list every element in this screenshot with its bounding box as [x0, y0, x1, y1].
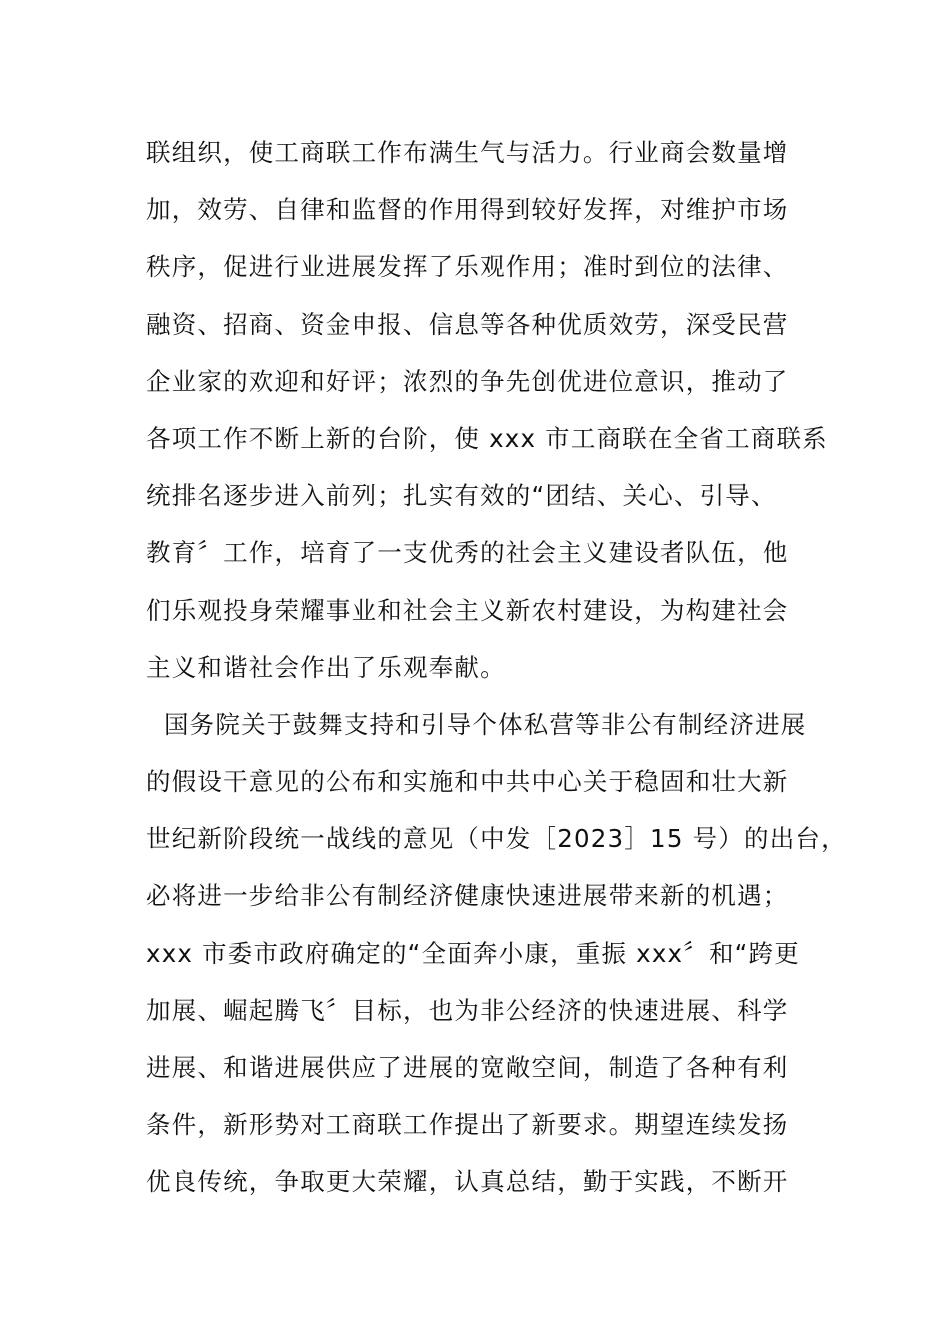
text-line: 必将进一步给非公有制经济健康快速进展带来新的机遇； [146, 881, 789, 911]
text-line: 主义和谐社会作出了乐观奉献。 [146, 652, 506, 682]
text-line: 国务院关于鼓舞支持和引导个体私营等非公有制经济进展 [146, 709, 807, 739]
text-line: 教育〞工作，培育了一支优秀的社会主义建设者队伍，他 [146, 538, 789, 568]
text-line: 加展、崛起腾飞〞目标，也为非公经济的快速进展、科学 [146, 995, 789, 1025]
text-line: 各项工作不断上新的台阶，使 xxx 市工商联在全省工商联系 [146, 423, 828, 453]
text-line: 企业家的欢迎和好评；浓烈的争先创优进位意识，推动了 [146, 366, 789, 396]
text-line: 融资、招商、资金申报、信息等各种优质效劳，深受民营 [146, 309, 789, 339]
text-line: 联组织，使工商联工作布满生气与活力。行业商会数量增 [146, 138, 789, 167]
text-line: 进展、和谐进展供应了进展的宽敞空间，制造了各种有利 [146, 1053, 789, 1082]
text-line: 条件，新形势对工商联工作提出了新要求。期望连续发扬 [146, 1110, 789, 1140]
text-line: 加，效劳、自律和监督的作用得到较好发挥，对维护市场 [146, 195, 789, 225]
text-line: 的假设干意见的公布和实施和中共中心关于稳固和壮大新 [146, 767, 789, 797]
text-line: xxx 市委市政府确定的“全面奔小康，重振 xxx〞和“跨更 [146, 938, 800, 968]
text-line: 统排名逐步进入前列；扎实有效的“团结、关心、引导、 [146, 481, 777, 511]
text-line: 秩序，促进行业进展发挥了乐观作用；准时到位的法律、 [146, 252, 789, 282]
body-text [146, 130, 846, 1217]
text-line: 优良传统，争取更大荣耀，认真总结，勤于实践，不断开 [146, 1167, 789, 1197]
text-line: 世纪新阶段统一战线的意见（中发［2023］15 号）的出台， [146, 824, 847, 854]
text-line: 们乐观投身荣耀事业和社会主义新农村建设，为构建社会 [146, 595, 789, 625]
